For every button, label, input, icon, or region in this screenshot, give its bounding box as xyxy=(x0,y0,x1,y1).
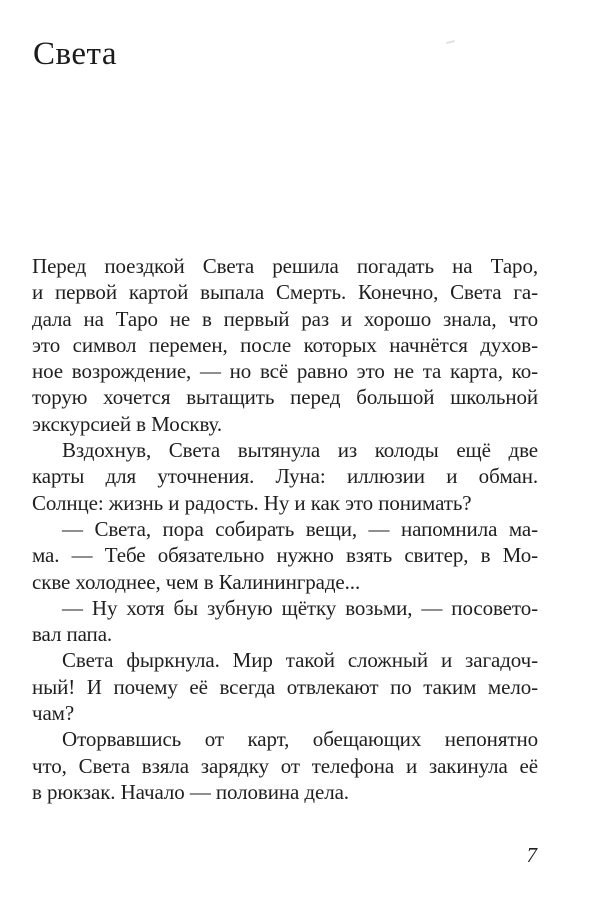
text-line: чам? xyxy=(32,701,75,726)
text-line: Оторвавшись от карт, обещающих непонятно xyxy=(62,727,538,752)
text-line: это символ перемен, после которых начнётся духов- xyxy=(32,332,538,357)
paragraph xyxy=(32,253,538,437)
text-line: ма. — Тебе обязательно нужно взять свитер, в Мо- xyxy=(32,543,538,568)
text-line: Солнце: жизнь и радость. Ну и как это понимать? xyxy=(32,490,472,515)
text-line: и первой картой выпала Смерть. Конечно, Света га- xyxy=(32,280,538,305)
text-line: Вздохнув, Света вытянула из колоды ещё две xyxy=(62,438,538,463)
text-line: в рюкзак. Начало — половина дела. xyxy=(32,779,349,804)
body-text xyxy=(32,253,538,805)
text-line: экскурсией в Москву. xyxy=(32,411,222,436)
text-line: скве холоднее, чем в Калининграде... xyxy=(32,569,361,594)
paragraph xyxy=(32,726,538,805)
text-line: дала на Таро не в первый раз и хорошо знала, что xyxy=(32,306,538,331)
text-line: вал папа. xyxy=(32,622,113,647)
text-line: Света фыркнула. Мир такой сложный и загадоч- xyxy=(62,648,538,673)
paragraph xyxy=(32,595,538,648)
text-line: что, Света взяла зарядку от телефона и закинула её xyxy=(32,753,538,778)
text-line: торую хочется вытащить перед большой школьной xyxy=(32,385,538,410)
paragraph xyxy=(32,516,538,595)
text-line: ное возрождение, — но всё равно это не та карта, ко- xyxy=(32,359,538,384)
text-line: ный! И почему её всегда отвлекают по таким мело- xyxy=(32,674,538,699)
chapter-title: Света xyxy=(33,36,118,72)
page-number: 7 xyxy=(526,843,537,867)
text-line: Перед поездкой Света решила погадать на Таро, xyxy=(32,254,538,278)
paragraph xyxy=(32,647,538,726)
text-line: — Ну хотя бы зубную щётку возьми, — посовето- xyxy=(62,595,538,620)
paragraph xyxy=(32,437,538,516)
text-line: — Света, пора собирать вещи, — напомнила ма- xyxy=(62,516,538,541)
scan-artifact xyxy=(446,40,455,44)
text-line: карты для уточнения. Луна: иллюзии и обман. xyxy=(32,464,538,489)
